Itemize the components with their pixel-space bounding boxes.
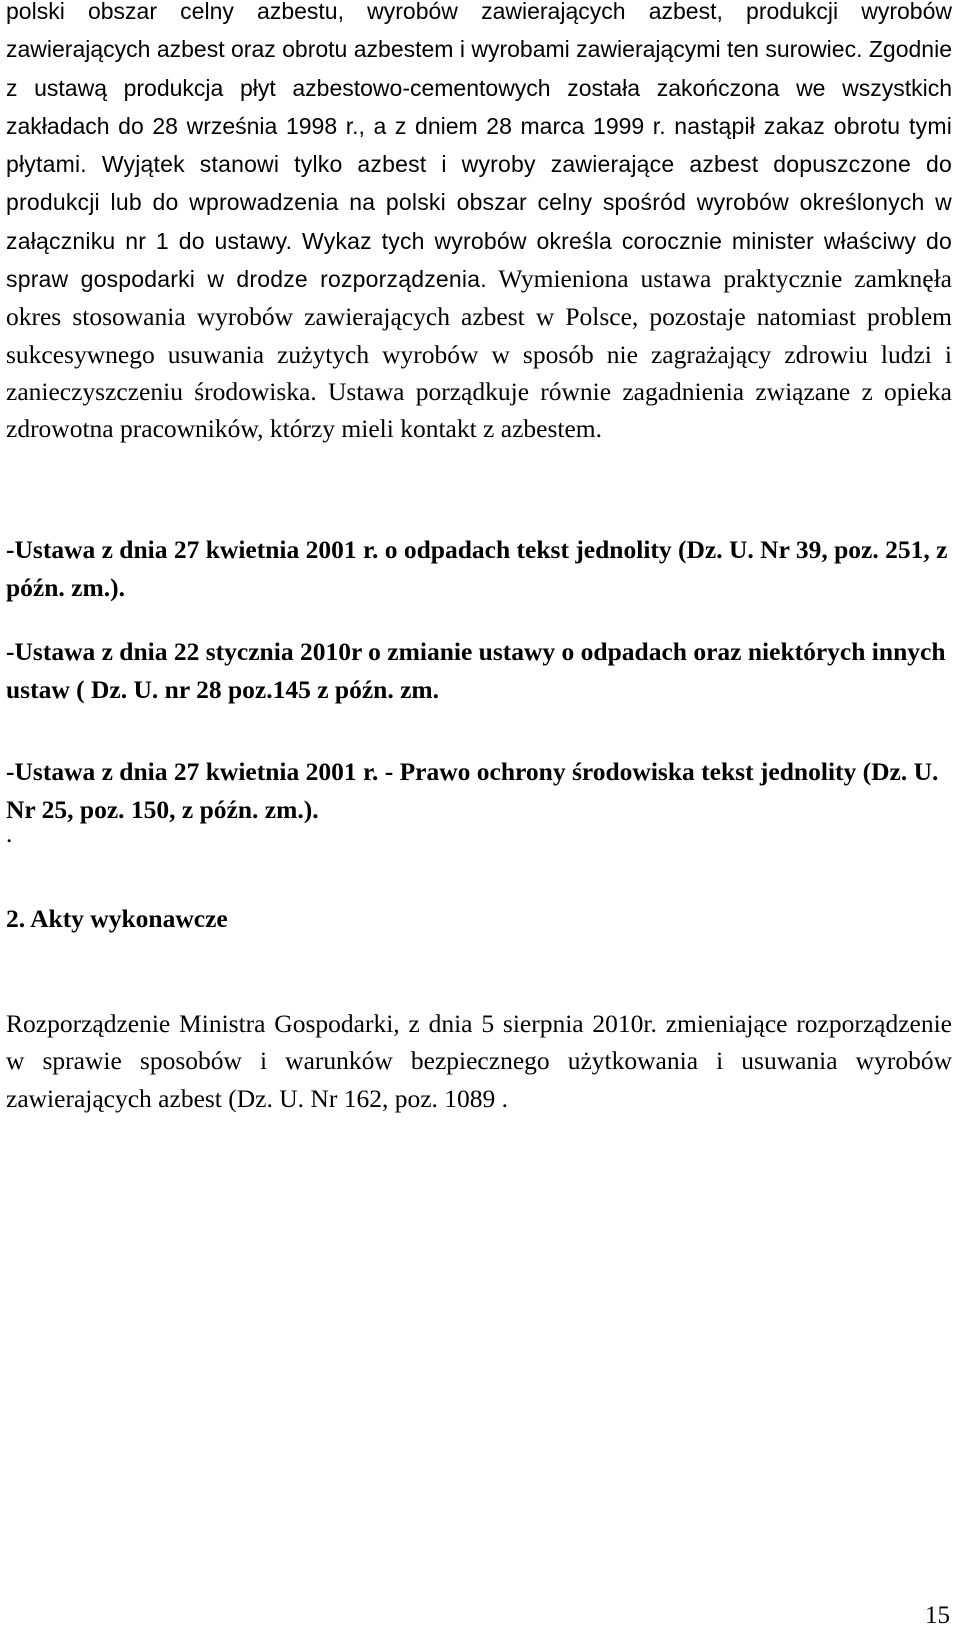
act-item-1: -Ustawa z dnia 27 kwietnia 2001 r. o odpadach tekst jednolity (Dz. U. Nr 39, poz. 251, z późn. zm.). [6,535,948,602]
section-heading: 2. Akty wykonawcze [6,904,228,933]
act-item-3: -Ustawa z dnia 27 kwietnia 2001 r. - Prawo ochrony środowiska tekst jednolity (Dz. U. Nr 25, poz. 150, z późn. zm.). [6,757,939,824]
page-number: 15 [925,1602,950,1629]
intro-text-part-2: Zgodnie z ustawą produkcja płyt azbestowo-cementowych została zakończona we wszystkich zakładach do 28 września 1998 r., a z dniem 28 marca 1999 r. [6,36,952,139]
intro-text-part-3: nastąpił zakaz obrotu tymi płytami. Wyjątek stanowi tylko azbest i wyroby zawierające azbest dopuszczone do produkcji lub do wprowadzenia na polski obszar celny spośród wyrobów określonych w załączniku nr 1 do ustawy. Wykaz tych wyrobów określa corocznie minister właściwy do spraw gospodarki w drodze rozporządzenia. [6,112,953,293]
intro-paragraph [6,0,952,448]
regulation-paragraph: Rozporządzenie Ministra Gospodarki, z dnia 5 sierpnia 2010r. zmieniające rozporządzenie w sprawie sposobów i warunków bezpiecznego użytkowania i usuwania wyrobów zawierających azbest (Dz. U. Nr 162, poz. 1089 . [6,1009,952,1113]
act-item-2: -Ustawa z dnia 22 stycznia 2010r o zmianie ustawy o odpadach oraz niektórych innych ustaw ( Dz. U. nr 28 poz.145 z późn. zm. [6,637,946,704]
act-item-separator: . [6,819,13,848]
intro-text-part-1: polski obszar celny azbestu, wyrobów zawierających azbest, produkcji wyrobów zawierających azbest oraz obrotu azbestem i wyrobami zawierającymi ten surowiec. [6,0,952,63]
intro-text-part-4: Wymieniona ustawa praktycznie zamknęła okres stosowania wyrobów zawierających azbest w Polsce, pozostaje natomiast problem sukcesywnego usuwania zużytych wyrobów w sposób nie zagrażający zdrowiu ludzi i zanieczyszczeniu środowiska. Ustawa porządkuje równie zagadnienia związane z opieka zdrowotna pracowników, którzy mieli kontakt z azbestem. [6,264,952,444]
